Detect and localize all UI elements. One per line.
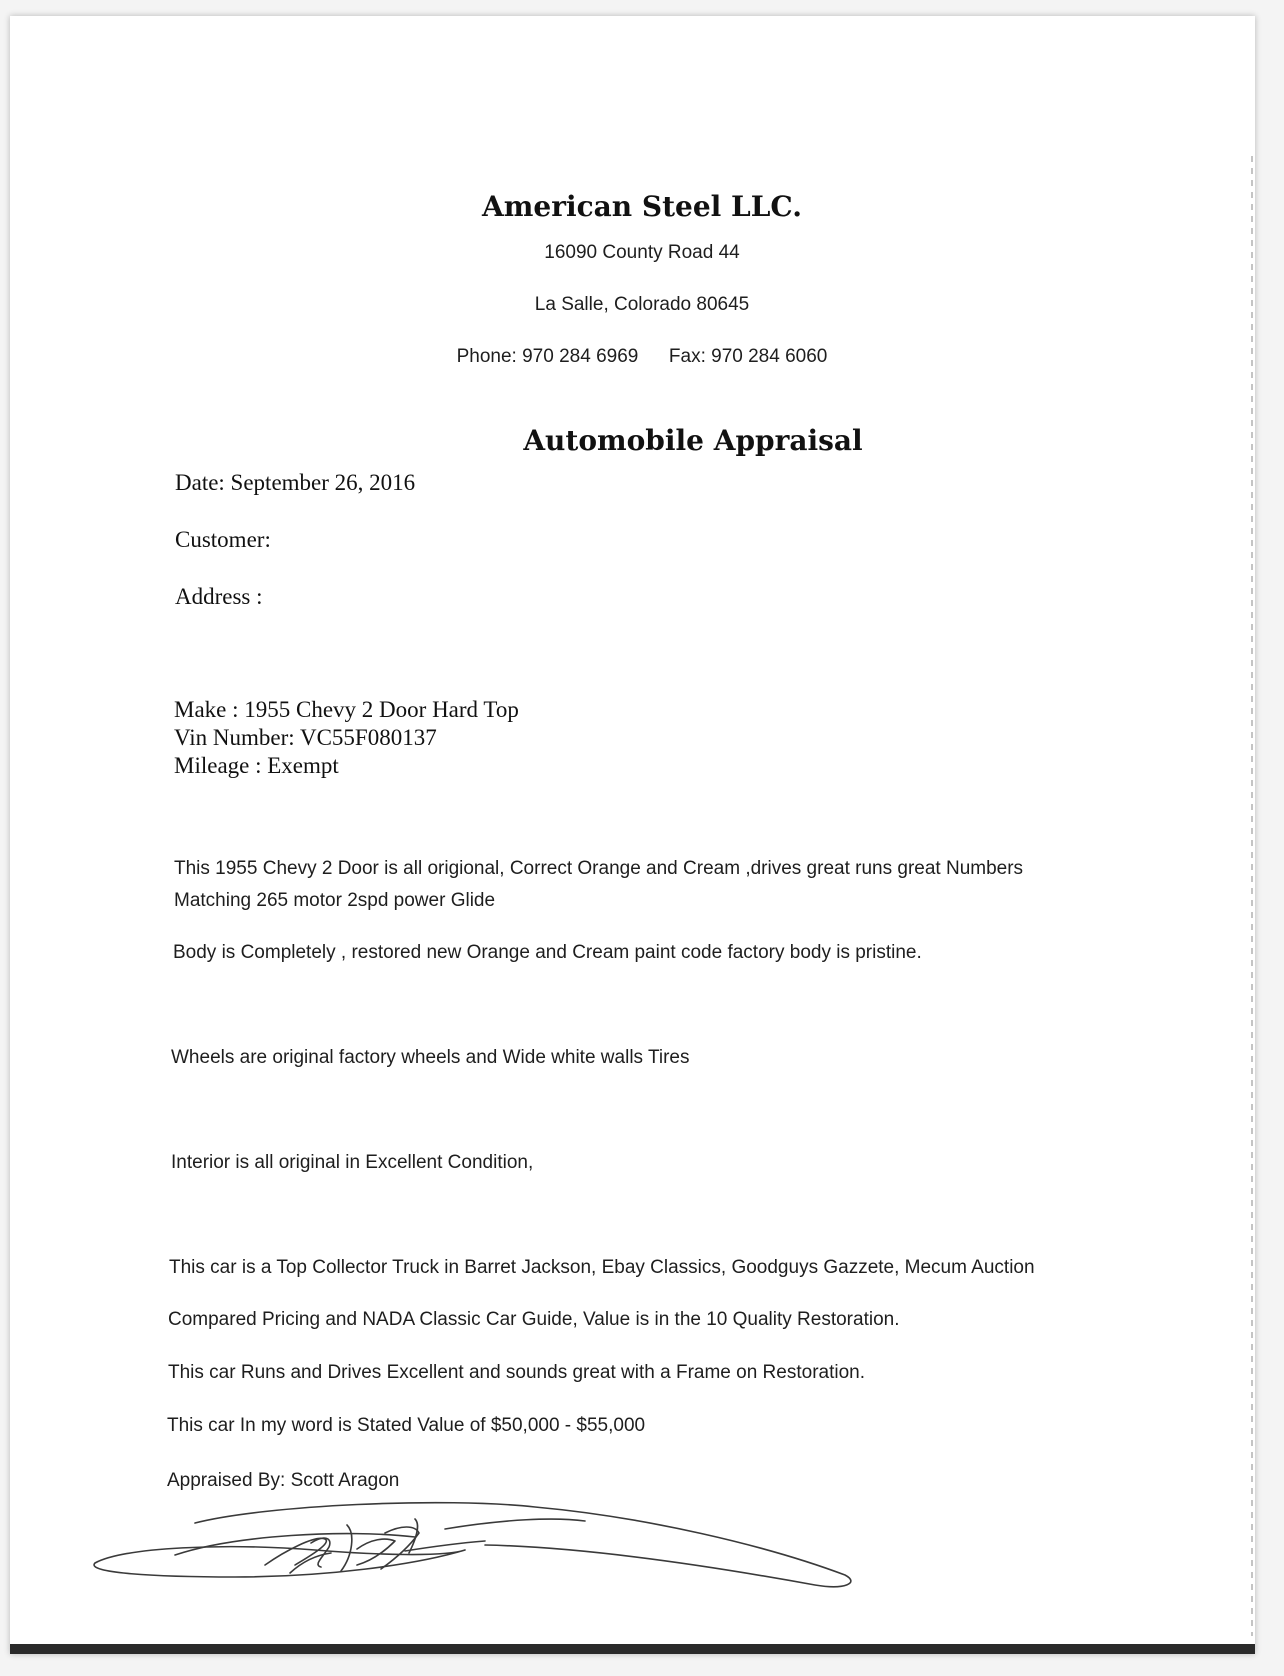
pricing-text: Compared Pricing and NADA Classic Car Guide, Value is in the 10 Quality Restoration. [168,1309,900,1330]
collector-text: This car is a Top Collector Truck in Barret Jackson, Ebay Classics, Goodguys Gazzete, Mecum Auction [169,1257,1035,1278]
mileage-field: Mileage : Exempt [174,753,339,778]
wheels-text: Wheels are original factory wheels and Wide white walls Tires [171,1047,690,1068]
company-address-line1: 16090 County Road 44 [544,242,740,263]
stated-value-text: This car In my word is Stated Value of $50,000 - $55,000 [167,1415,646,1436]
body-condition-text: Body is Completely , restored new Orange and Cream paint code factory body is pristine. [173,942,922,963]
signature-icon [85,1495,865,1615]
company-address-line2: La Salle, Colorado 80645 [534,294,750,315]
vin-field: Vin Number: VC55F080137 [174,725,437,750]
company-fax: Fax: 970 284 6060 [668,346,828,367]
customer-field: Customer: [175,527,271,552]
company-phone: Phone: 970 284 6969 [456,346,639,367]
company-name: American Steel LLC. [482,190,802,223]
description-line-1: This 1955 Chevy 2 Door is all origional, Correct Orange and Cream ,drives great runs great Numbers [174,858,1024,879]
interior-text: Interior is all original in Excellent Condition, [171,1152,534,1173]
make-field: Make : 1955 Chevy 2 Door Hard Top [174,697,519,722]
company-contact [0,346,1284,368]
scan-edge [1251,156,1253,1636]
date-field: Date: September 26, 2016 [175,470,416,495]
scan-bottom-edge [10,1644,1255,1654]
runs-text: This car Runs and Drives Excellent and sounds great with a Frame on Restoration. [168,1362,865,1383]
description-line-2: Matching 265 motor 2spd power Glide [174,890,496,911]
address-field: Address : [175,584,263,609]
appraised-by-text: Appraised By: Scott Aragon [167,1470,400,1491]
document-title: Automobile Appraisal [523,424,863,457]
